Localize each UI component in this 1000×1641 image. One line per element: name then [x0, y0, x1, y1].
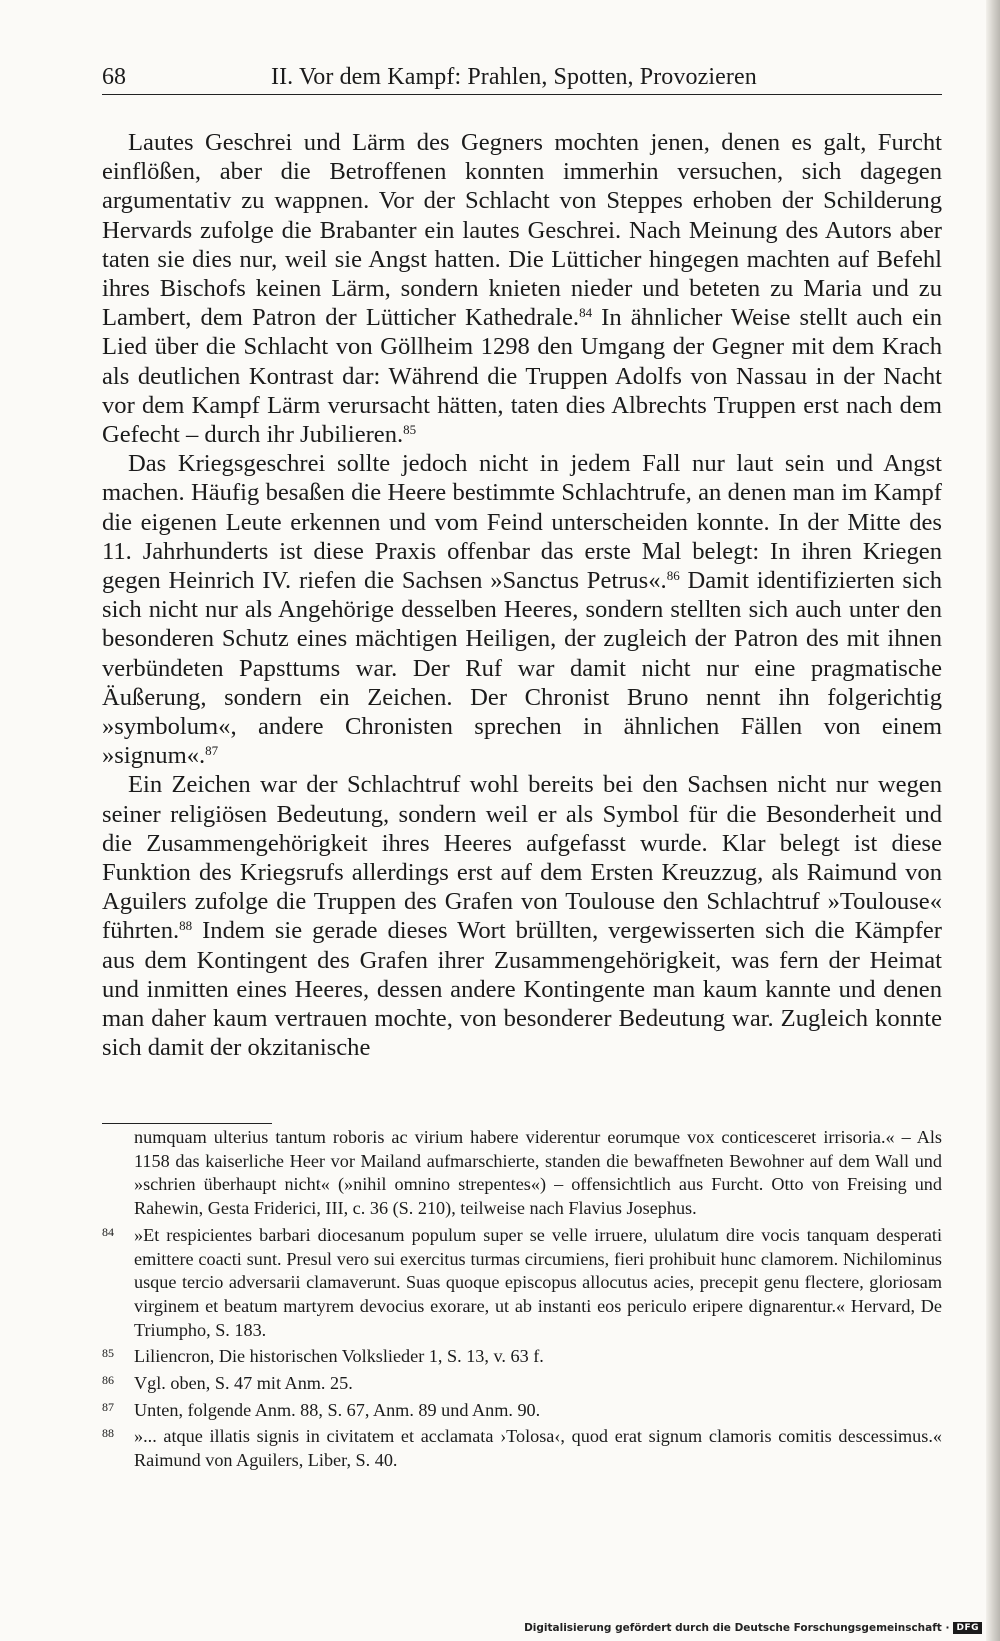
footnote-86	[102, 1372, 942, 1396]
footnote-ref-84: 84	[579, 305, 593, 321]
footnote-number: 88	[102, 1426, 114, 1441]
paragraph-1-part-a: Lautes Geschrei und Lärm des Gegners mochten jenen, denen es galt, Furcht einflößen, aber die Betroffenen konnten immerhin versuchen, sich dagegen argumentativ zu wappnen. Vor der Schlacht von Steppes erhoben der Schilderung Hervards zufolge die Brabanter ein lautes Geschrei. Nach Meinung des Autors aber taten sie dies nur, weil sie Angst hatten. Die Lütticher hingegen machten auf Befehl ihres Bischofs keinen Lärm, sondern knieten nieder und beteten zu Maria und zu Lambert, dem Patron der Lütticher Kathedrale.	[102, 129, 942, 332]
paragraph-2	[102, 449, 942, 770]
page-edge-shadow	[986, 0, 1000, 1641]
footnote-text: »Et respicientes barbari diocesanum populum super se velle irruere, ululatum dire vocis tanquam desperati emittere coacti sunt. Presul vero sui exercitus turmas circumiens, fieri prohibuit hunc clamorem. Nichilominus usque tercio adversarii clamaverunt. Suas quoque episcopus allocutus acies, precepit genu flectere, gloriosam virginem et beatum martyrem devocius exorare, ut ab instanti eos periculo eripere dignarentur.« Hervard, De Triumpho, S. 183.	[134, 1224, 942, 1340]
footnote-text: Vgl. oben, S. 47 mit Anm. 25.	[134, 1373, 353, 1394]
footnote-ref-87: 87	[205, 743, 219, 759]
paragraph-1-part-b: In ähnlicher Weise stellt auch ein Lied über die Schlacht von Göllheim 1298 den Umgang der Gegner mit dem Krach als deutlichen Kontrast dar: Während die Truppen Adolfs von Nassau in der Nacht vor dem Kampf Lärm verursacht hätten, taten dies Albrechts Truppen erst nach dem Gefecht – durch ihr Jubilieren.	[102, 304, 942, 449]
footnote-number: 86	[102, 1373, 114, 1388]
page-header	[102, 64, 942, 95]
footnote-text: »... atque illatis signis in civitatem et acclamata ›Tolosa‹, quod erat signum clamoris comitis descessimus.« Raimund von Aguilers, Liber, S. 40.	[134, 1426, 942, 1471]
footnote-85	[102, 1345, 942, 1369]
paragraph-3-part-b: Indem sie gerade dieses Wort brüllten, vergewisserten sich die Kämpfer aus dem Kontingent des Grafen ihrer Zusammengehörigkeit, was fern der Heimat und inmitten eines Heeres, dessen andere Kontingente man kaum kannte und denen man daher kaum vertrauen mochte, von besonderer Bedeutung war. Zugleich konnte sich damit der okzitanische	[102, 917, 942, 1062]
digitization-credit-text: Digitalisierung gefördert durch die Deutsche Forschungsgemeinschaft ·	[524, 1622, 950, 1634]
footnote-ref-85: 85	[403, 422, 417, 438]
paragraph-3-part-a: Ein Zeichen war der Schlachtruf wohl bereits bei den Sachsen nicht nur wegen seiner religiösen Bedeutung, sondern weil er als Symbol für die Besonderheit und die Zusammengehörigkeit ihres Heeres aufgefasst wurde. Klar belegt ist diese Funktion des Kriegsrufs allerdings erst auf dem Ersten Kreuzzug, als Raimund von Aguilers zufolge die Truppen des Grafen von Toulouse den Schlachtruf »Toulouse« führten.	[102, 771, 942, 945]
footnote-continuation-text: numquam ulterius tantum roboris ac virium habere viderentur eorumque vox conticesceret irrisoria.« – Als 1158 das kaiserliche Heer vor Mailand aufmarschierte, standen die bewaffneten Bewohner auf dem Wall und »schrien überhaupt nicht« (»nihil omnino strepentes«) – offensichtlich aus Furcht. Otto von Freising und Rahewin, Gesta Friderici, III, c. 36 (S. 210), teilweise nach Flavius Josephus.	[134, 1127, 942, 1219]
footnote-88	[102, 1425, 942, 1472]
paragraph-2-part-a: Das Kriegsgeschrei sollte jedoch nicht in jedem Fall nur laut sein und Angst machen. Häufig besaßen die Heere bestimmte Schlachtrufe, an denen man im Kampf die eigenen Leute erkennen und vom Feind unterscheiden konnte. In der Mitte des 11. Jahrhunderts ist diese Praxis offenbar das erste Mal belegt: In ihren Kriegen gegen Heinrich IV. riefen die Sachsen »Sanctus Petrus«.	[102, 450, 942, 595]
footnote-number: 84	[102, 1224, 114, 1239]
digitization-credit	[524, 1621, 982, 1635]
running-title: II. Vor dem Kampf: Prahlen, Spotten, Provozieren	[271, 64, 757, 90]
footnote-ref-86: 86	[666, 568, 680, 584]
paragraph-1	[102, 128, 942, 449]
paragraph-3	[102, 770, 942, 1062]
paragraph-2-part-b: Damit identifizierten sich sich nicht nur als Angehörige desselben Heeres, sondern stellten sich auch unter den besonderen Schutz eines mächtigen Heiligen, der zugleich der Patron des mit ihnen verbündeten Papsttums war. Der Ruf war damit nicht nur eine pragmatische Äußerung, sondern ein Zeichen. Der Chronist Bruno nennt ihn folgerichtig »symbolum«, andere Chronisten sprechen in ähnlichen Fällen von einem »signum«.	[102, 567, 942, 770]
dfg-logo: DFG	[953, 1622, 982, 1634]
footnote-ref-88: 88	[179, 918, 193, 934]
footnote-84	[102, 1224, 942, 1343]
footnote-rule	[102, 1123, 272, 1124]
footnote-87	[102, 1399, 942, 1423]
page-number: 68	[102, 64, 126, 90]
footnote-text: Liliencron, Die historischen Volkslieder 1, S. 13, v. 63 f.	[134, 1346, 544, 1367]
footnote-continuation	[102, 1126, 942, 1221]
footnote-text: Unten, folgende Anm. 88, S. 67, Anm. 89 und Anm. 90.	[134, 1399, 541, 1420]
footnotes	[102, 1126, 942, 1473]
footnote-number: 85	[102, 1346, 114, 1361]
main-text	[102, 128, 942, 1063]
footnote-number: 87	[102, 1399, 114, 1414]
